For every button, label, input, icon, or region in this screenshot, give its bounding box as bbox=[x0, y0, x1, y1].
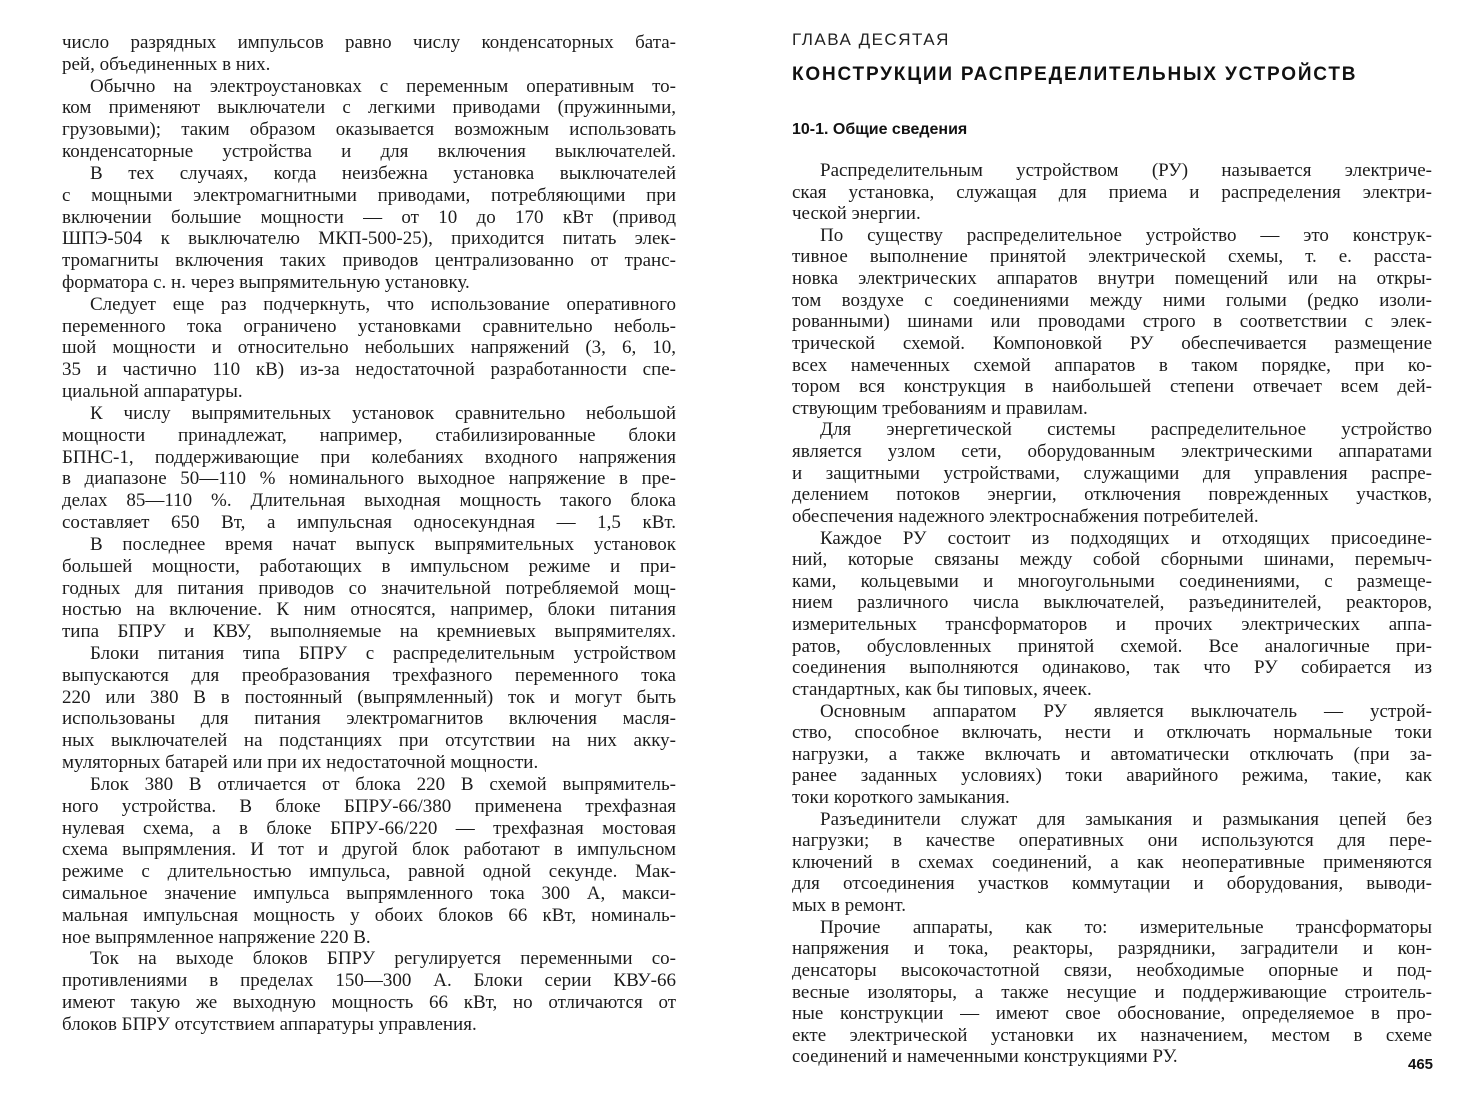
text-line: годных для питания приводов со значительной потребляемой мощ- bbox=[62, 577, 676, 599]
text-line: шой мощности и относительно небольших напряжений (3, 6, 10, bbox=[62, 337, 676, 359]
text-line: форматора с. н. через выпрямительную установку. bbox=[62, 272, 470, 294]
text-line: ская установка, служащая для приема и распределения электри- bbox=[792, 181, 1432, 203]
text-line: нагрузки, а также включать и автоматически отключать (при за- bbox=[792, 743, 1432, 765]
text-line: мых в ремонт. bbox=[792, 895, 907, 917]
text-line: типа БПРУ и КВУ, выполняемые на кремниевых выпрямителях. bbox=[62, 621, 676, 643]
text-line: тромагниты включения таких приводов централизованно от транс- bbox=[62, 250, 676, 272]
text-line: включении большие мощности — от 10 до 170 кВт (привод bbox=[62, 206, 676, 228]
text-line: денсаторы высокочастотной связи, необходимые опорные и под- bbox=[792, 959, 1432, 981]
text-line: рованными) шинами или проводами строго в соответствии с элек- bbox=[792, 311, 1432, 333]
text-line: ные конструкции — имеют свое обоснование, определяемое в про- bbox=[792, 1003, 1432, 1025]
text-line: том воздухе с соединениями между ними голыми (редко изоли- bbox=[792, 289, 1432, 311]
text-line: стандартных, как бы типовых, ячеек. bbox=[792, 678, 1092, 700]
text-line: К числу выпрямительных установок сравнительно небольшой bbox=[90, 402, 676, 424]
text-line: ний, которые связаны между собой сборными шинами, перемыч- bbox=[792, 549, 1432, 571]
page-number: 465 bbox=[1408, 1056, 1434, 1073]
text-line: ранее заданных условиях) токи аварийного режима, такие, как bbox=[792, 765, 1432, 787]
text-line: Распределительным устройством (РУ) называется электриче- bbox=[820, 160, 1432, 181]
text-line: трической схемой. Компоновкой РУ обеспечивается размещение bbox=[792, 332, 1432, 354]
text-line: мальная импульсная мощность у обоих блоков 66 кВт, номиналь- bbox=[62, 904, 676, 926]
text-line: делах 85—110 %. Длительная выходная мощность такого блока bbox=[62, 490, 676, 512]
text-line: выпускаются для преобразования трехфазного переменного тока bbox=[62, 664, 676, 686]
text-line: ками, кольцевыми и многоугольными соединениями, с размеще- bbox=[792, 570, 1432, 592]
text-line: грузовыми); таким образом оказывается возможным использовать bbox=[62, 119, 676, 141]
text-line: 220 или 380 В в постоянный (выпрямленный) ток и могут быть bbox=[62, 686, 676, 708]
text-line: ного устройства. В блоке БПРУ-66/380 применена трехфазная bbox=[62, 795, 676, 817]
text-line: блоков БПРУ отсутствием аппаратуры управления. bbox=[62, 1013, 477, 1035]
text-line: соединения выполняются одинаково, так что РУ собирается из bbox=[792, 657, 1432, 679]
text-line: использованы для питания электромагнитов включения масля- bbox=[62, 708, 676, 730]
text-line: для отсоединения участков коммутации и оборудования, выводи- bbox=[792, 873, 1432, 895]
text-line: ное выпрямленное напряжение 220 В. bbox=[62, 926, 371, 948]
text-line: противлениями в пределах 150—300 А. Блоки серии КВУ-66 bbox=[62, 970, 676, 992]
text-line: нагрузки; в качестве оперативных они используются для пере- bbox=[792, 830, 1432, 852]
text-line: Блоки питания типа БПРУ с распределительным устройством bbox=[90, 642, 676, 664]
text-line: Ток на выходе блоков БПРУ регулируется переменными со- bbox=[90, 948, 676, 970]
text-line: муляторных батарей или при их недостаточной мощности. bbox=[62, 752, 539, 774]
text-line: ных выключателей на подстанциях при отсутствии на них акку- bbox=[62, 730, 676, 752]
text-line: переменного тока ограничено установками сравнительно неболь- bbox=[62, 315, 676, 337]
text-line: и защитными устройствами, служащими для управления распре- bbox=[792, 462, 1432, 484]
chapter-label: ГЛАВА ДЕСЯТАЯ bbox=[792, 30, 950, 49]
text-line: тором вся конструкция в наибольшей степени отвечает всем дей- bbox=[792, 376, 1432, 398]
text-line: ком применяют выключатели с легкими приводами (пружинными, bbox=[62, 97, 676, 119]
text-line: нием различного числа выключателей, разъединителей, реакторов, bbox=[792, 592, 1432, 614]
text-line: измерительных трансформаторов и прочих электрических аппа- bbox=[792, 614, 1432, 636]
text-line: ностью на включение. К ним относятся, например, блоки питания bbox=[62, 599, 676, 621]
text-line: В последнее время начат выпуск выпрямительных установок bbox=[90, 533, 676, 555]
text-line: ШПЭ-504 к выключателю МКП-500-25), приходится питать элек- bbox=[62, 228, 676, 250]
text-line: По существу распределительное устройство — это конструк- bbox=[820, 224, 1432, 246]
text-line: большей мощности, работающих в импульсном режиме и при- bbox=[62, 555, 676, 577]
section-title: 10-1. Общие сведения bbox=[792, 121, 968, 138]
text-line: составляет 650 Вт, а импульсная односекундная — 1,5 кВт. bbox=[62, 512, 676, 534]
text-line: Основным аппаратом РУ является выключатель — устрой- bbox=[820, 700, 1432, 722]
text-line: токи короткого замыкания. bbox=[792, 786, 1010, 808]
text-line: имеют такую же выходную мощность 66 кВт, но отличаются от bbox=[62, 992, 676, 1014]
text-line: ческой энергии. bbox=[792, 203, 921, 225]
text-line: новка электрических аппаратов внутри помещений или на откры- bbox=[792, 268, 1432, 290]
text-line: число разрядных импульсов равно числу конденсаторных бата- bbox=[62, 32, 676, 53]
text-line: в диапазоне 50—110 % номинального выходное напряжение в пре- bbox=[62, 468, 676, 490]
text-line: ство, способное включать, нести и отключать нормальные токи bbox=[792, 722, 1432, 744]
text-line: ратов, обусловленных принятой схемой. Все аналогичные при- bbox=[792, 635, 1432, 657]
text-line: режиме с длительностью импульса, равной одной секунде. Мак- bbox=[62, 861, 676, 883]
text-line: Разъединители служат для замыкания и размыкания цепей без bbox=[820, 808, 1432, 830]
text-line: мощности принадлежат, например, стабилизированные блоки bbox=[62, 424, 676, 446]
text-line: Следует еще раз подчеркнуть, что использование оперативного bbox=[90, 293, 676, 315]
text-line: обеспечения надежного электроснабжения потребителей. bbox=[792, 505, 1259, 527]
text-line: с мощными электромагнитными приводами, потребляющими при bbox=[62, 184, 676, 206]
text-line: схема выпрямления. И тот и другой блок работают в импульсном bbox=[62, 839, 676, 861]
text-line: Каждое РУ состоит из подходящих и отходящих присоедине- bbox=[820, 527, 1432, 549]
text-line: делением потоков энергии, отключения поврежденных участков, bbox=[792, 484, 1432, 506]
text-line: В тех случаях, когда неизбежна установка выключателей bbox=[90, 162, 676, 184]
text-line: весные изоляторы, а также несущие и поддерживающие строитель- bbox=[792, 981, 1432, 1003]
text-line: конденсаторные устройства и для включения выключателей. bbox=[62, 141, 676, 163]
text-line: Обычно на электроустановках с переменным оперативным то- bbox=[90, 75, 676, 97]
chapter-title: КОНСТРУКЦИИ РАСПРЕДЕЛИТЕЛЬНЫХ УСТРОЙСТВ bbox=[792, 64, 1358, 85]
text-line: ствующим требованиям и правилам. bbox=[792, 397, 1088, 419]
text-line: тивное выполнение принятой электрической схемы, т. е. расста- bbox=[792, 246, 1432, 268]
text-line: соединений и намеченными конструкциями РУ. bbox=[792, 1046, 1178, 1068]
text-line: симальное значение импульса выпрямленного тока 300 А, макси- bbox=[62, 882, 676, 904]
text-line: 35 и частично 110 кВ) из-за недостаточной разработанности спе- bbox=[62, 359, 676, 381]
text-line: екте электрической установки их назначением, местом в схеме bbox=[792, 1024, 1432, 1046]
text-line: ключений в схемах соединений, а как неоперативные применяются bbox=[792, 851, 1432, 873]
text-line: Для энергетической системы распределительное устройство bbox=[820, 419, 1432, 441]
text-line: нулевая схема, а в блоке БПРУ-66/220 — трехфазная мостовая bbox=[62, 817, 676, 839]
text-line: всех намеченных схемой аппаратов в таком порядке, при ко- bbox=[792, 354, 1432, 376]
text-line: рей, объединенных в них. bbox=[62, 53, 271, 75]
text-line: напряжения и тока, реакторы, разрядники, заградители и кон- bbox=[792, 938, 1432, 960]
text-line: БПНС-1, поддерживающие при колебаниях входного напряжения bbox=[62, 446, 676, 468]
text-line: циальной аппаратуры. bbox=[62, 381, 243, 403]
text-line: Прочие аппараты, как то: измерительные трансформаторы bbox=[820, 916, 1432, 938]
text-line: является узлом сети, оборудованным электрическими аппаратами bbox=[792, 441, 1432, 463]
text-line: Блок 380 В отличается от блока 220 В схемой выпрямитель- bbox=[90, 773, 676, 795]
